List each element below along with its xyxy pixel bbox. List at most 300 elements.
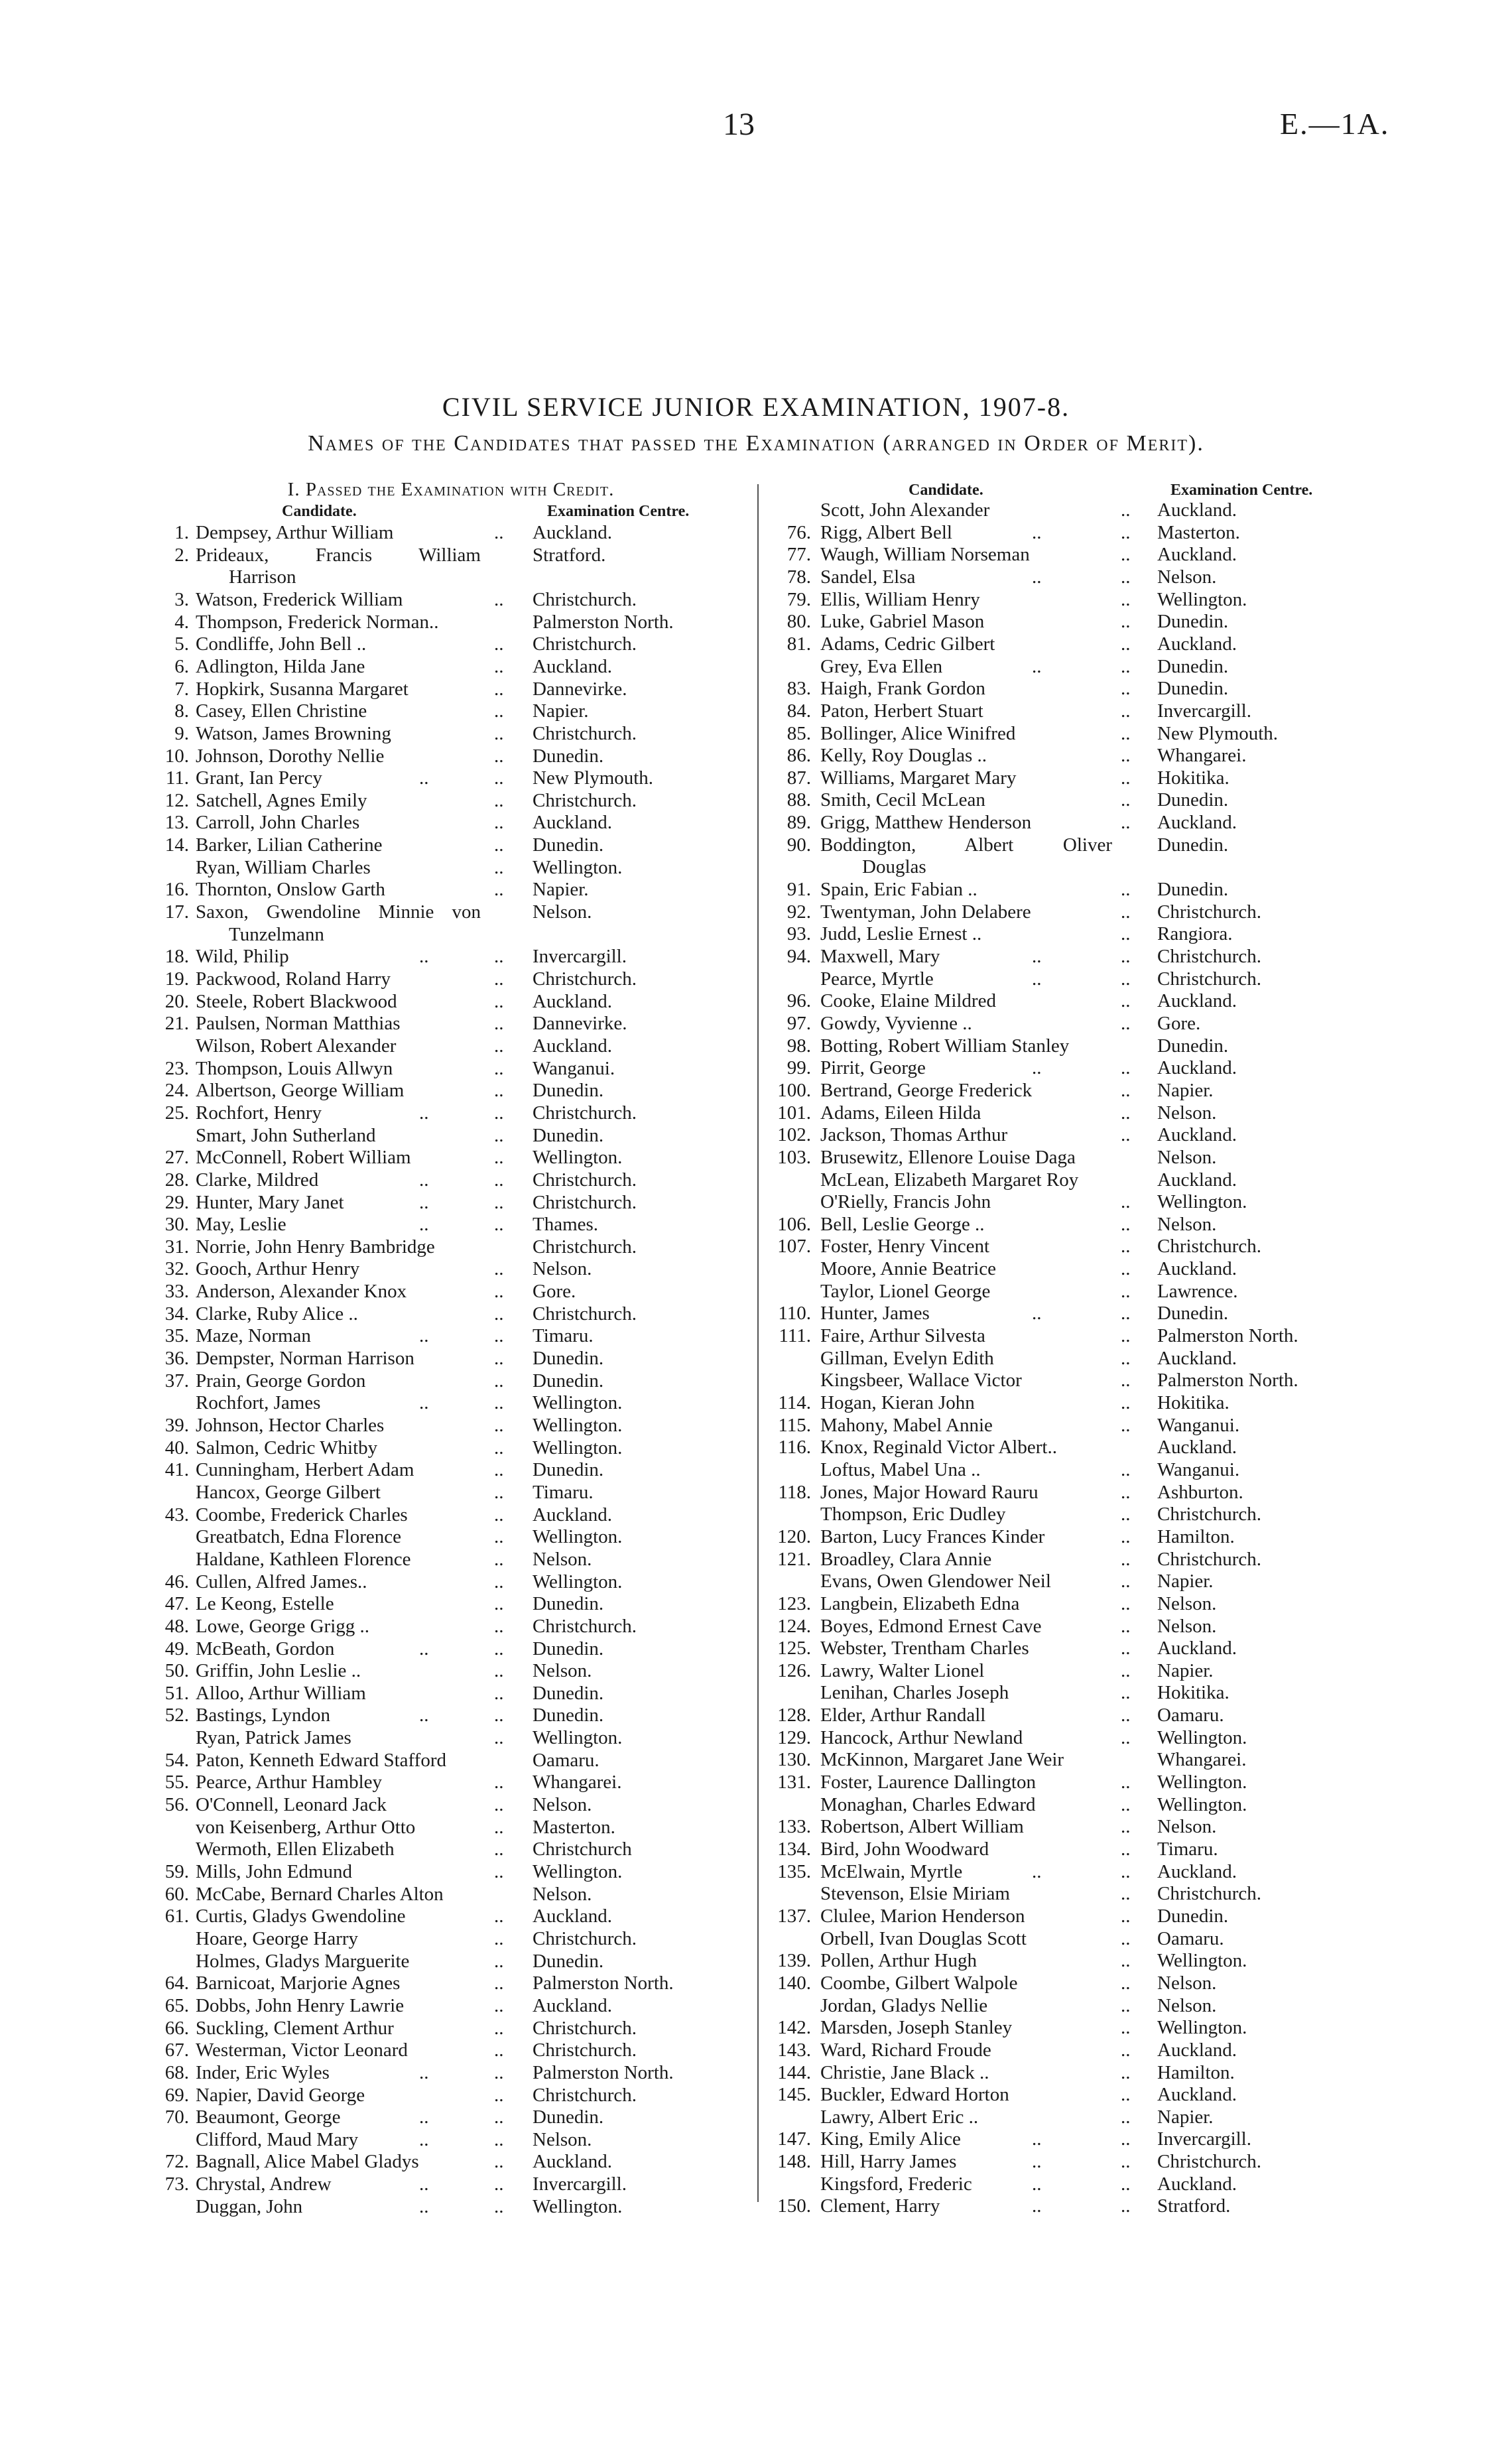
leader-dots: .. (1121, 1972, 1131, 1994)
examination-centre: Nelson. (533, 1660, 592, 1682)
leader-dots: .. (1121, 1726, 1131, 1748)
merit-number: 18. (164, 946, 189, 968)
merit-number: 29. (164, 1191, 189, 1213)
candidate-name: Bastings, Lyndon (196, 1705, 331, 1726)
merit-number: 43. (164, 1504, 189, 1525)
examination-centre: Wellington. (533, 1526, 623, 1548)
merit-number: 99. (787, 1057, 811, 1079)
leader-dots: .. (1121, 1392, 1131, 1413)
candidate-name: Webster, Trentham Charles (820, 1638, 1029, 1659)
examination-centre: Christchurch. (533, 789, 637, 811)
merit-number: 129. (777, 1726, 811, 1748)
leader-dots: .. (494, 1258, 504, 1280)
candidate-name: Jackson, Thomas Arthur (820, 1124, 1008, 1146)
merit-number: 11. (165, 767, 189, 789)
candidate-name: Clifford, Maud Mary (196, 2128, 359, 2150)
leader-dots: .. (1121, 946, 1131, 967)
merit-number: 107. (777, 1236, 811, 1258)
examination-centre: Dunedin. (533, 1124, 604, 1146)
examination-centre: Whangarei. (533, 1772, 622, 1793)
merit-number: 93. (787, 923, 811, 945)
examination-centre: Auckland. (1157, 1258, 1237, 1280)
candidate-name: Hunter, Mary Janet (196, 1191, 344, 1213)
leader-dots: .. (1121, 2106, 1131, 2128)
leader-dots: .. (1032, 566, 1042, 588)
candidate-name: Bell, Leslie George .. (820, 1213, 985, 1235)
candidate-name: Wild, Philip (196, 946, 289, 968)
examination-centre: Auckland. (1157, 544, 1237, 566)
candidate-name: Watson, James Browning (196, 722, 391, 744)
examination-centre: Auckland. (533, 1035, 612, 1057)
examination-centre: Auckland. (533, 655, 612, 677)
candidate-name: Boddington, Albert Oliver (820, 834, 1112, 856)
examination-centre: Dunedin. (1157, 678, 1229, 700)
leader-dots: .. (494, 1370, 504, 1392)
leader-dots: .. (494, 1481, 504, 1503)
leader-dots: .. (1121, 1793, 1131, 1815)
leader-dots: .. (1121, 923, 1131, 945)
leader-dots: .. (494, 1415, 504, 1436)
examination-centre: Wellington. (1157, 1793, 1247, 1815)
examination-centre: Auckland. (1157, 2039, 1237, 2061)
candidate-name: McConnell, Robert William (196, 1147, 411, 1169)
leader-dots: .. (419, 2128, 429, 2150)
candidate-name: Wermoth, Ellen Elizabeth (196, 1839, 395, 1860)
merit-number: 78. (787, 566, 811, 588)
candidate-name: Lowe, George Grigg .. (196, 1615, 370, 1637)
leader-dots: .. (494, 1950, 504, 1972)
merit-number: 12. (164, 789, 189, 811)
examination-centre: Invercargill. (1157, 700, 1251, 722)
examination-centre: Wellington. (533, 1861, 623, 1882)
page-subtitle: Names of the Candidates that passed the Examination (arranged in Order of Merit). (308, 431, 1204, 456)
examination-centre: Christchurch. (1157, 1548, 1262, 1570)
examination-centre: Wellington. (533, 1727, 623, 1749)
candidate-name: King, Emily Alice (820, 2128, 961, 2150)
merit-number: 32. (164, 1258, 189, 1280)
leader-dots: .. (494, 1526, 504, 1548)
candidate-name: Salmon, Cedric Whitby (196, 1437, 378, 1458)
leader-dots: .. (1032, 968, 1042, 990)
candidate-name: McLean, Elizabeth Margaret Roy (820, 1169, 1079, 1191)
examination-centre: Christchurch. (1157, 1236, 1262, 1258)
examination-centre: Christchurch. (533, 2084, 637, 2106)
leader-dots: .. (1121, 990, 1131, 1012)
merit-number: 84. (787, 700, 811, 722)
leader-dots: .. (419, 2195, 429, 2217)
candidate-name: Anderson, Alexander Knox (196, 1281, 407, 1303)
leader-dots: .. (1121, 1102, 1131, 1124)
candidate-name: Hancock, Arthur Newland (820, 1726, 1023, 1748)
leader-dots: .. (494, 1459, 504, 1481)
examination-centre: Auckland. (1157, 1169, 1237, 1191)
candidate-name: Hunter, James (820, 1303, 930, 1325)
merit-number: 137. (777, 1905, 811, 1927)
merit-number: 68. (164, 2061, 189, 2083)
candidate-name: Johnson, Hector Charles (196, 1415, 385, 1436)
candidate-name: Adams, Eileen Hilda (820, 1102, 981, 1124)
merit-number: 39. (164, 1415, 189, 1436)
candidate-name: Napier, David George (196, 2084, 365, 2106)
candidate-name: Maze, Norman (196, 1325, 311, 1347)
leader-dots: .. (1032, 1860, 1042, 1882)
candidate-name: Brusewitz, Ellenore Louise Daga (820, 1146, 1076, 1168)
merit-number: 47. (164, 1593, 189, 1615)
merit-number: 77. (787, 544, 811, 566)
leader-dots: .. (494, 2061, 504, 2083)
candidate-name: Thompson, Frederick Norman.. (196, 611, 439, 633)
leader-dots: .. (494, 1437, 504, 1458)
examination-centre: Christchurch. (1157, 1504, 1262, 1525)
leader-dots: .. (494, 745, 504, 767)
examination-centre: Christchurch. (533, 2017, 637, 2039)
examination-centre: Nelson. (533, 1548, 592, 1570)
leader-dots: .. (1121, 1325, 1131, 1347)
leader-dots: .. (494, 588, 504, 610)
examination-centre: Dunedin. (533, 1348, 604, 1370)
examination-centre: New Plymouth. (1157, 722, 1279, 744)
candidate-name: Barker, Lilian Catherine (196, 834, 383, 856)
merit-number: 27. (164, 1147, 189, 1169)
examination-centre: Wellington. (533, 1437, 623, 1458)
candidate-name: Elder, Arthur Randall (820, 1705, 986, 1726)
examination-centre: Nelson. (1157, 1816, 1217, 1838)
merit-number: 88. (787, 789, 811, 811)
examination-centre: Nelson. (1157, 1994, 1217, 2016)
merit-number: 48. (164, 1615, 189, 1637)
candidate-name: Hancox, George Gilbert (196, 1481, 381, 1503)
merit-number: 49. (164, 1638, 189, 1659)
examination-centre: Wellington. (533, 1147, 623, 1169)
candidate-name: Barton, Lucy Frances Kinder (820, 1525, 1045, 1547)
examination-centre: Auckland. (1157, 2173, 1237, 2195)
examination-centre: Hokitika. (1157, 767, 1229, 789)
merit-number: 46. (164, 1571, 189, 1592)
examination-centre: Dunedin. (1157, 834, 1229, 856)
examination-centre: Christchurch. (533, 2039, 637, 2061)
leader-dots: .. (494, 1973, 504, 1994)
leader-dots: .. (494, 946, 504, 968)
examination-centre: Nelson. (1157, 566, 1217, 588)
candidate-name: Mahony, Mabel Annie (820, 1414, 993, 1436)
leader-dots: .. (494, 1839, 504, 1860)
examination-centre: Timaru. (533, 1325, 594, 1347)
leader-dots: .. (1032, 946, 1042, 967)
merit-number: 60. (164, 1883, 189, 1905)
candidate-name: Cooke, Elaine Mildred (820, 990, 996, 1012)
leader-dots: .. (494, 2128, 504, 2150)
candidate-name: Jones, Major Howard Rauru (820, 1481, 1039, 1503)
examination-centre: Nelson. (533, 901, 592, 923)
candidate-name: Hopkirk, Susanna Margaret (196, 678, 409, 700)
left-candidate-header: Candidate. (282, 503, 357, 520)
examination-centre: Wellington. (533, 1571, 623, 1592)
leader-dots: .. (1121, 1950, 1131, 1972)
examination-centre: Oamaru. (1157, 1705, 1224, 1726)
candidate-name: Inder, Eric Wyles (196, 2061, 330, 2083)
merit-number: 116. (778, 1437, 811, 1458)
leader-dots: .. (1121, 1571, 1131, 1592)
leader-dots: .. (494, 1348, 504, 1370)
leader-dots: .. (1032, 2128, 1042, 2150)
leader-dots: .. (494, 2039, 504, 2061)
candidate-name: Boyes, Edmond Ernest Cave (820, 1615, 1042, 1637)
leader-dots: .. (419, 1705, 429, 1726)
leader-dots: .. (1032, 2173, 1042, 2195)
candidate-name: Barnicoat, Marjorie Agnes (196, 1973, 401, 1994)
examination-centre: Nelson. (533, 1258, 592, 1280)
examination-centre: Dannevirke. (533, 678, 627, 700)
leader-dots: .. (494, 1303, 504, 1325)
examination-centre: Nelson. (533, 1794, 592, 1816)
examination-centre: Dunedin. (533, 2106, 604, 2128)
candidate-name: Ryan, William Charles (196, 856, 371, 878)
leader-dots: .. (494, 2151, 504, 2173)
merit-number: 16. (164, 879, 189, 901)
examination-centre: Timaru. (1157, 1839, 1218, 1860)
merit-number: 64. (164, 1973, 189, 1994)
candidate-name: Kelly, Roy Douglas .. (820, 745, 987, 767)
leader-dots: .. (1121, 1638, 1131, 1659)
candidate-name: Kingsbeer, Wallace Victor (820, 1370, 1022, 1392)
leader-dots: .. (1121, 1280, 1131, 1302)
merit-number: 131. (777, 1772, 811, 1793)
merit-number: 106. (777, 1213, 811, 1235)
examination-centre: Hamilton. (1157, 2061, 1235, 2083)
merit-number: 31. (164, 1236, 189, 1258)
examination-centre: Palmerston North. (1157, 1325, 1298, 1347)
merit-number: 139. (777, 1950, 811, 1972)
merit-number: 9. (174, 722, 189, 744)
leader-dots: .. (1121, 2128, 1131, 2150)
examination-centre: Christchurch. (533, 1303, 637, 1325)
examination-centre: Nelson. (1157, 1972, 1217, 1994)
merit-number: 115. (778, 1414, 811, 1436)
leader-dots: .. (494, 1013, 504, 1035)
candidate-name: von Keisenberg, Arthur Otto (196, 1816, 416, 1838)
merit-number: 126. (777, 1659, 811, 1681)
merit-number: 76. (787, 521, 811, 543)
candidate-name: Chrystal, Andrew (196, 2173, 332, 2195)
examination-centre: Nelson. (533, 1883, 592, 1905)
leader-dots: .. (494, 1727, 504, 1749)
examination-centre: Dunedin. (1157, 1905, 1229, 1927)
candidate-name: Carroll, John Charles (196, 812, 360, 834)
right-candidate-header: Candidate. (909, 482, 983, 499)
candidate-name: Twentyman, John Delabere (820, 901, 1031, 923)
merit-number: 147. (777, 2128, 811, 2150)
candidate-name: Coombe, Frederick Charles (196, 1504, 408, 1525)
merit-number: 65. (164, 1994, 189, 2016)
merit-number: 80. (787, 611, 811, 633)
leader-dots: .. (494, 990, 504, 1012)
candidate-name: Bagnall, Alice Mabel Gladys (196, 2151, 419, 2173)
examination-centre: Christchurch. (533, 1615, 637, 1637)
candidate-name: Mills, John Edmund (196, 1861, 353, 1882)
leader-dots: .. (1121, 1994, 1131, 2016)
examination-centre: Wellington. (533, 1392, 623, 1414)
leader-dots: .. (419, 1214, 429, 1236)
examination-centre: Wanganui. (533, 1057, 615, 1079)
examination-centre: Dunedin. (533, 834, 604, 856)
leader-dots: .. (494, 633, 504, 655)
candidate-name: Clarke, Ruby Alice .. (196, 1303, 358, 1325)
merit-number: 2. (174, 544, 189, 566)
candidate-name: Pearce, Myrtle (820, 968, 934, 990)
examination-centre: Auckland. (1157, 2084, 1237, 2106)
leader-dots: .. (1121, 1772, 1131, 1793)
merit-number: 100. (777, 1079, 811, 1101)
merit-number: 72. (164, 2151, 189, 2173)
leader-dots: .. (1121, 2039, 1131, 2061)
leader-dots: .. (494, 2173, 504, 2195)
leader-dots: .. (494, 1906, 504, 1927)
candidate-name: Alloo, Arthur William (196, 1682, 366, 1704)
merit-number: 73. (164, 2173, 189, 2195)
merit-number: 121. (777, 1548, 811, 1570)
candidate-name: Watson, Frederick William (196, 588, 403, 610)
merit-number: 81. (787, 633, 811, 655)
leader-dots: .. (1121, 1816, 1131, 1838)
merit-number: 61. (164, 1906, 189, 1927)
examination-centre: Dunedin. (533, 1638, 604, 1659)
merit-number: 142. (777, 2017, 811, 2039)
candidate-name: Evans, Owen Glendower Neil (820, 1571, 1051, 1592)
merit-number: 110. (778, 1303, 811, 1325)
candidate-name: Condliffe, John Bell .. (196, 633, 367, 655)
candidate-name: Hoare, George Harry (196, 1927, 359, 1949)
candidate-name: Paton, Kenneth Edward Stafford (196, 1749, 446, 1771)
examination-centre: Timaru. (533, 1481, 594, 1503)
leader-dots: .. (1121, 2173, 1131, 2195)
leader-dots: .. (494, 1169, 504, 1191)
examination-centre: Wellington. (533, 856, 623, 878)
leader-dots: .. (494, 678, 504, 700)
merit-number: 125. (777, 1638, 811, 1659)
leader-dots: .. (494, 1392, 504, 1414)
merit-number: 1. (174, 522, 189, 543)
candidate-name: Adlington, Hilda Jane (196, 655, 365, 677)
examination-centre: Christchurch. (1157, 1883, 1262, 1905)
merit-number: 52. (164, 1705, 189, 1726)
merit-number: 3. (174, 588, 189, 610)
leader-dots: .. (1121, 2017, 1131, 2039)
leader-dots: .. (494, 2084, 504, 2106)
merit-number: 86. (787, 745, 811, 767)
leader-dots: .. (1121, 1927, 1131, 1949)
leader-dots: .. (1121, 1682, 1131, 1704)
merit-number: 69. (164, 2084, 189, 2106)
leader-dots: .. (494, 1816, 504, 1838)
examination-centre: Christchurch. (533, 633, 637, 655)
candidate-name: Casey, Ellen Christine (196, 700, 367, 722)
candidate-name: Saxon, Gwendoline Minnie von (196, 901, 481, 923)
merit-number: 41. (164, 1459, 189, 1481)
leader-dots: .. (1121, 789, 1131, 811)
examination-centre: Auckland. (533, 522, 612, 543)
candidate-name: Dempsey, Arthur William (196, 522, 394, 543)
candidate-name: Luke, Gabriel Mason (820, 611, 985, 633)
leader-dots: .. (494, 1102, 504, 1124)
leader-dots: .. (494, 1772, 504, 1793)
candidate-name: O'Connell, Leonard Jack (196, 1794, 387, 1816)
merit-number: 6. (174, 655, 189, 677)
candidate-name: Spain, Eric Fabian .. (820, 879, 977, 901)
leader-dots: .. (1121, 1548, 1131, 1570)
examination-centre: Auckland. (533, 1906, 612, 1927)
leader-dots: .. (494, 2195, 504, 2217)
leader-dots: .. (1121, 767, 1131, 789)
examination-centre: Auckland. (533, 1994, 612, 2016)
examination-centre: Dunedin. (1157, 1035, 1229, 1057)
leader-dots: .. (419, 1638, 429, 1659)
candidate-name: Haigh, Frank Gordon (820, 678, 985, 700)
merit-number: 67. (164, 2039, 189, 2061)
leader-dots: .. (1121, 588, 1131, 610)
examination-centre: Auckland. (1157, 633, 1237, 655)
leader-dots: .. (1121, 968, 1131, 990)
candidate-name: Orbell, Ivan Douglas Scott (820, 1927, 1027, 1949)
merit-number: 8. (174, 700, 189, 722)
candidate-name: May, Leslie (196, 1214, 286, 1236)
examination-centre: Dunedin. (533, 1682, 604, 1704)
merit-number: 10. (164, 745, 189, 767)
candidate-name: Curtis, Gladys Gwendoline (196, 1906, 406, 1927)
leader-dots: .. (494, 700, 504, 722)
candidate-name: Foster, Laurence Dallington (820, 1772, 1036, 1793)
candidate-name: Prideaux, Francis William (196, 544, 481, 566)
merit-number: 70. (164, 2106, 189, 2128)
leader-dots: .. (1121, 879, 1131, 901)
right-centre-header: Examination Centre. (1170, 482, 1313, 499)
candidate-name: Paton, Herbert Stuart (820, 700, 983, 722)
candidate-name: Coombe, Gilbert Walpole (820, 1972, 1018, 1994)
candidate-name: O'Rielly, Francis John (820, 1191, 991, 1213)
merit-number: 135. (777, 1860, 811, 1882)
examination-centre: Christchurch. (533, 968, 637, 990)
candidate-name: McCabe, Bernard Charles Alton (196, 1883, 444, 1905)
leader-dots: .. (494, 879, 504, 901)
candidate-name: Langbein, Elizabeth Edna (820, 1592, 1020, 1614)
candidate-name: Paulsen, Norman Matthias (196, 1013, 401, 1035)
merit-number: 98. (787, 1035, 811, 1057)
merit-number: 25. (164, 1102, 189, 1124)
candidate-name: Smith, Cecil McLean (820, 789, 985, 811)
candidate-name: Gooch, Arthur Henry (196, 1258, 360, 1280)
examination-centre: Palmerston North. (1157, 1370, 1298, 1392)
merit-number: 36. (164, 1348, 189, 1370)
leader-dots: .. (494, 1504, 504, 1525)
leader-dots: .. (1121, 499, 1131, 521)
leader-dots: .. (494, 1147, 504, 1169)
examination-centre: Wellington. (1157, 1726, 1247, 1748)
candidate-name: Bird, John Woodward (820, 1839, 989, 1860)
leader-dots: .. (494, 1861, 504, 1882)
merit-number: 30. (164, 1214, 189, 1236)
leader-dots: .. (1121, 1659, 1131, 1681)
examination-centre: Auckland. (1157, 1124, 1237, 1146)
candidate-name: Cunningham, Herbert Adam (196, 1459, 414, 1481)
examination-centre: Wellington. (533, 2195, 623, 2217)
merit-number: 103. (777, 1146, 811, 1168)
merit-number: 92. (787, 901, 811, 923)
examination-centre: Masterton. (1157, 521, 1240, 543)
candidate-name: Sandel, Elsa (820, 566, 916, 588)
candidate-name: Adams, Cedric Gilbert (820, 633, 995, 655)
examination-centre: Palmerston North. (533, 611, 674, 633)
candidate-name: Le Keong, Estelle (196, 1593, 334, 1615)
examination-centre: Oamaru. (1157, 1927, 1224, 1949)
